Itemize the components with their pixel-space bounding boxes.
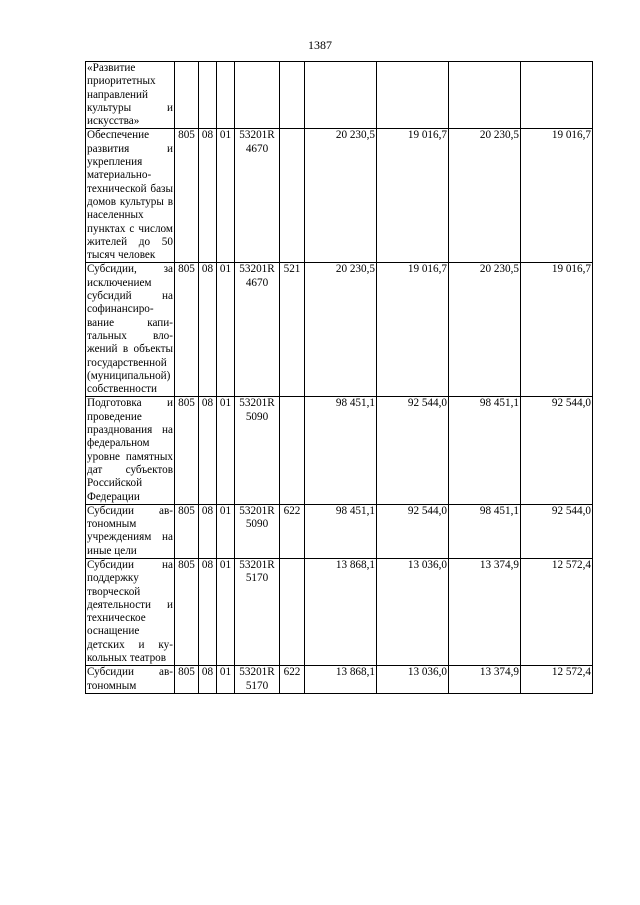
amount-1 [305,62,377,129]
section-code [199,62,217,129]
row-description: «Развитие приоритетных направлений культуры и искусства» [87,62,173,128]
amount-2: 13 036,0 [377,558,449,665]
table-row [86,397,593,504]
target-article-code: 53201R 5090 [235,504,280,558]
ministry-code: 805 [175,397,199,504]
table-row [86,504,593,558]
expense-kind-code: 622 [280,666,305,694]
amount-4: 92 544,0 [521,397,593,504]
row-description: Обеспечение развития и укрепления материально-технической базы домов культуры в населенных пунктах с числом жителей до 50 тысяч человек [87,129,173,262]
ministry-code: 805 [175,129,199,263]
amount-3: 98 451,1 [449,504,521,558]
amount-2: 13 036,0 [377,666,449,694]
expense-kind-code [280,397,305,504]
target-article-code: 53201R 5090 [235,397,280,504]
amount-3: 20 230,5 [449,263,521,397]
amount-1: 20 230,5 [305,129,377,263]
row-description: Субсидии, за исключением субсидий на софинансирование капитальных вложений в объекты государственной (муниципальной) собственности [87,263,173,396]
expense-kind-code: 622 [280,504,305,558]
amount-4: 19 016,7 [521,263,593,397]
ministry-code: 805 [175,263,199,397]
amount-4: 19 016,7 [521,129,593,263]
subsection-code: 01 [217,129,235,263]
subsection-code: 01 [217,666,235,694]
target-article-code: 53201R 5170 [235,558,280,665]
subsection-code: 01 [217,397,235,504]
subsection-code: 01 [217,504,235,558]
section-code: 08 [199,666,217,694]
table-row [86,558,593,665]
page-number: 1387 [308,38,332,52]
amount-1: 13 868,1 [305,558,377,665]
expense-kind-code [280,129,305,263]
table-row [86,666,593,694]
row-description: Подготовка и проведение празднования на федеральном уровне памятных дат субъектов Российской Федерации [87,397,173,503]
target-article-code: 53201R 5170 [235,666,280,694]
row-description: Субсидии автономным [87,666,173,692]
table-row [86,129,593,263]
expense-kind-code [280,558,305,665]
amount-2 [377,62,449,129]
amount-1: 13 868,1 [305,666,377,694]
budget-table [85,61,593,694]
amount-4: 12 572,4 [521,666,593,694]
section-code: 08 [199,129,217,263]
subsection-code [217,62,235,129]
ministry-code: 805 [175,558,199,665]
amount-3: 98 451,1 [449,397,521,504]
ministry-code: 805 [175,504,199,558]
target-article-code: 53201R 4670 [235,129,280,263]
section-code: 08 [199,397,217,504]
row-description: Субсидии на поддержку творческой деятельности и техническое оснащение детских и кукольных театров [87,558,173,665]
expense-kind-code [280,62,305,129]
target-article-code [235,62,280,129]
amount-1: 98 451,1 [305,504,377,558]
section-code: 08 [199,263,217,397]
amount-1: 98 451,1 [305,397,377,504]
target-article-code: 53201R 4670 [235,263,280,397]
ministry-code: 805 [175,666,199,694]
amount-2: 92 544,0 [377,504,449,558]
section-code: 08 [199,504,217,558]
amount-2: 92 544,0 [377,397,449,504]
amount-2: 19 016,7 [377,129,449,263]
ministry-code [175,62,199,129]
amount-4: 92 544,0 [521,504,593,558]
amount-3 [449,62,521,129]
amount-4 [521,62,593,129]
amount-2: 19 016,7 [377,263,449,397]
subsection-code: 01 [217,263,235,397]
amount-3: 20 230,5 [449,129,521,263]
amount-3: 13 374,9 [449,666,521,694]
table-row [86,263,593,397]
expense-kind-code: 521 [280,263,305,397]
section-code: 08 [199,558,217,665]
subsection-code: 01 [217,558,235,665]
amount-3: 13 374,9 [449,558,521,665]
row-description: Субсидии автономным учреждениям на иные цели [87,504,173,557]
amount-4: 12 572,4 [521,558,593,665]
amount-1: 20 230,5 [305,263,377,397]
table-row [86,62,593,129]
